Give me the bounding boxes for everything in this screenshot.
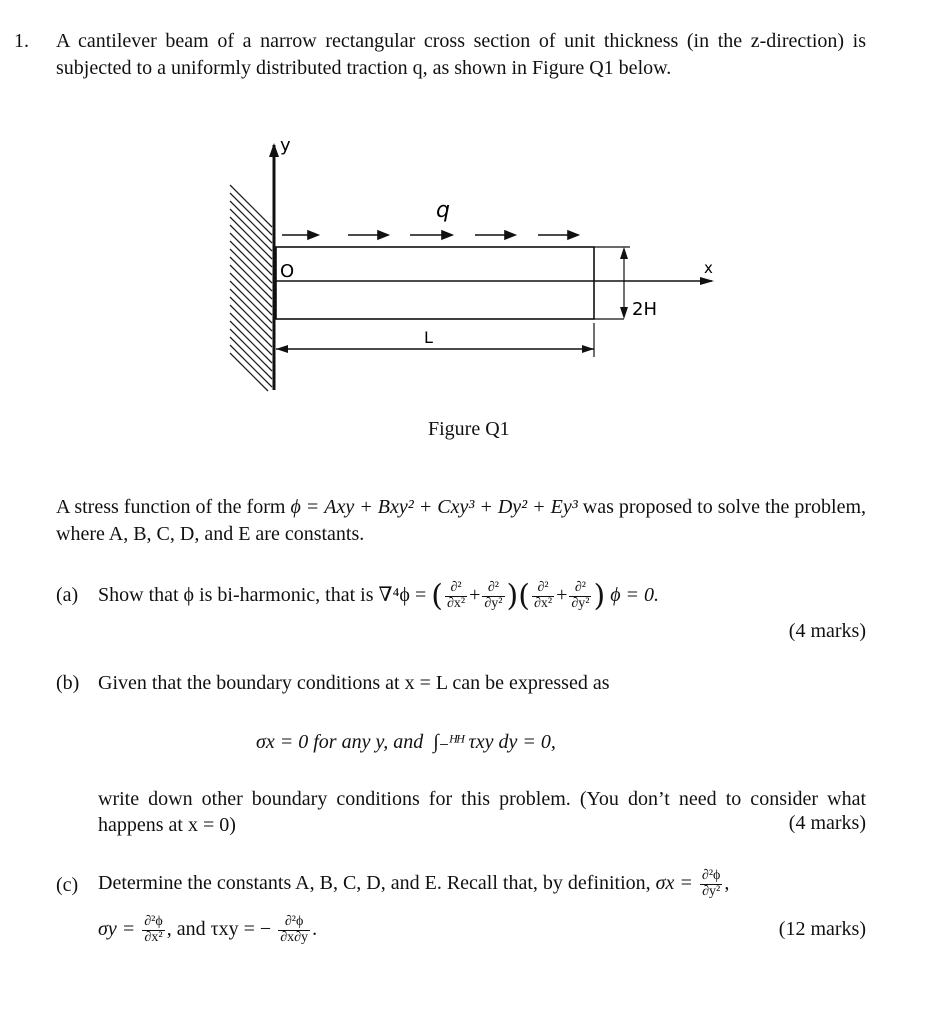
part-a-label: (a): [56, 584, 79, 606]
x-axis-arrowhead: [700, 277, 714, 285]
part-a-tail: ϕ = 0.: [610, 584, 660, 606]
stress-function-tail: was proposed to solve the problem, where A, B, C, D, and E are constants.: [56, 496, 867, 545]
part-b-label: (b): [56, 672, 80, 694]
part-c-line-1: Determine the constants A, B, C, D, and E. Recall that, by definition, σx = $\frac{\text{∂²ϕ}}{\text{∂y²}}$ ,: [98, 868, 730, 899]
question-intro: A cantilever beam of a narrow rectangular cross section of unit thickness (in the z-direction) is subjected to a uniformly distributed traction q, as shown in Figure Q1 below.: [56, 30, 866, 79]
part-a-statement: Show that ϕ is bi-harmonic, that is ∇⁴ϕ = ( $\frac{\text{∂²}}{\text{∂x²}}$ + $\frac{\text{∂²}}{\text{∂y²}}$ )( $\frac{\text{∂²}}{\text{∂x²}}$ + $\frac{\text{∂²}}{\text{∂y²}}$ ) ϕ = 0.: [98, 578, 660, 614]
part-c-line-2: σy = $\frac{\text{∂²ϕ}}{\text{∂x²}}$ , and τxy = − $\frac{\text{∂²ϕ}}{\partial x\partial y}$ .: [98, 914, 318, 945]
origin-label: O: [280, 261, 295, 282]
y-axis-label: y: [280, 135, 291, 156]
part-b-conditions: [256, 729, 556, 754]
figure-caption: Figure Q1: [428, 418, 510, 440]
traction-label: q: [436, 198, 450, 223]
length-label: L: [424, 328, 433, 347]
part-c-label: (c): [56, 874, 79, 896]
part-b-condition-1: σx = 0 for any y, and: [256, 731, 424, 753]
part-c-sigma-x: σx =: [655, 872, 693, 894]
part-c-sigma-y: σy =: [98, 918, 136, 940]
stress-function-paragraph: [56, 494, 866, 548]
part-c-marks: (12 marks): [778, 918, 866, 940]
beam: [276, 247, 594, 319]
part-b-condition-2: ∫₋ᴴᴴ τxy dy = 0,: [433, 731, 556, 753]
part-c-and-tau: , and τxy = −: [166, 918, 272, 940]
part-b-marks: (4 marks): [788, 812, 866, 834]
height-label: 2H: [632, 299, 657, 320]
part-a-marks: (4 marks): [788, 620, 866, 642]
part-a-text: Show that ϕ is bi-harmonic, that is ∇⁴ϕ =: [98, 584, 427, 606]
question-number: 1.: [14, 30, 29, 52]
y-axis-arrowhead: [269, 143, 279, 157]
part-c-text: Determine the constants A, B, C, D, and E. Recall that, by definition,: [98, 872, 651, 894]
stress-function-formula: ϕ = Axy + Bxy² + Cxy³ + Dy² + Ey³: [290, 496, 578, 518]
traction-arrows: [282, 231, 578, 239]
stress-function-intro: A stress function of the form: [56, 496, 286, 518]
part-b-follow: write down other boundary conditions for this problem. (You don’t need to consider what happens at x = 0): [98, 788, 866, 836]
figure-q1: [220, 135, 730, 400]
part-b-text: Given that the boundary conditions at x = L can be expressed as: [98, 672, 610, 694]
fixed-wall-hatch: [230, 185, 272, 391]
x-axis-label: x: [704, 259, 713, 277]
